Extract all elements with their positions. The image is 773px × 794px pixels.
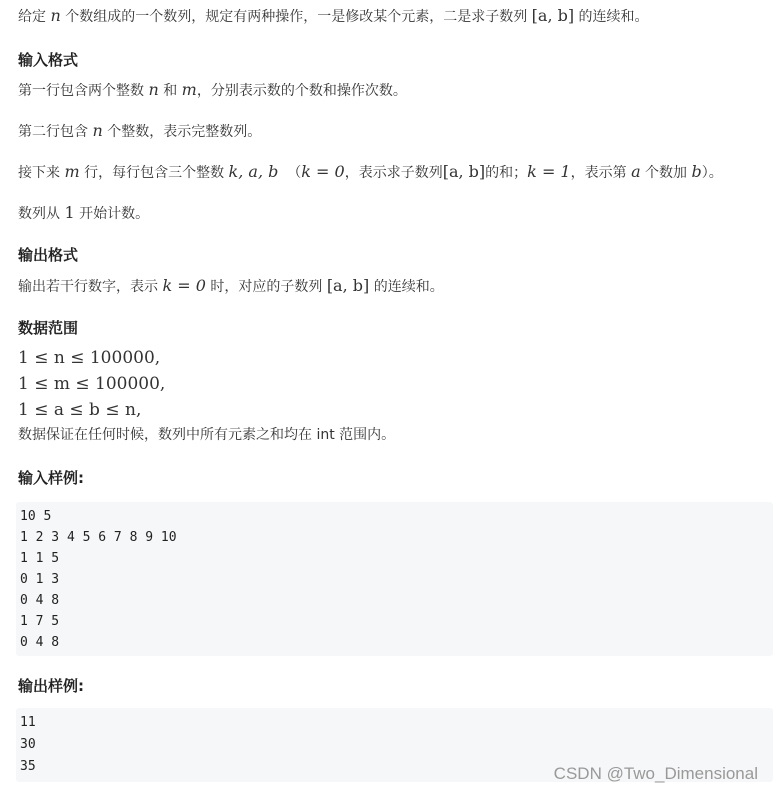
input-format-heading: 输入格式 (18, 51, 79, 69)
math-range: [a, b] (531, 6, 575, 25)
text: 第二行包含 (18, 124, 93, 140)
intro-text-2: 个数组成的一个数列，规定有两种操作，一是修改某个元素，二是求子数列 (60, 9, 532, 25)
text: 第一行包含两个整数 (18, 83, 149, 99)
intro-paragraph (18, 6, 649, 27)
input-format-line-2 (18, 121, 261, 142)
math-k1: k = 1 (527, 162, 571, 181)
intro-text-1: 给定 (18, 9, 51, 25)
text: 接下来 (18, 165, 65, 181)
sample-input-heading: 输入样例: (18, 469, 84, 487)
input-format-line-3 (18, 162, 723, 183)
math-n: n (50, 6, 61, 25)
text: ，分别表示数的个数和操作次数。 (196, 83, 407, 99)
math-n: n (92, 121, 103, 140)
math-b: b (691, 162, 702, 181)
text: 个整数，表示完整数列。 (102, 124, 262, 140)
intro-text-3: 的连续和。 (574, 9, 649, 25)
math-a: a (631, 162, 641, 181)
text: 数列从 (18, 206, 65, 222)
input-format-line-1 (18, 80, 407, 101)
text: （ (287, 165, 302, 181)
math-k0: k = 0 (162, 276, 206, 295)
code-line: 0 4 8 (20, 593, 60, 608)
code-line: 0 4 8 (20, 635, 60, 650)
math-m: m (64, 162, 80, 181)
math-n: n (148, 80, 159, 99)
math-range: [a, b] (326, 276, 370, 295)
code-line: 30 (20, 737, 36, 752)
math-range: [a, b] (442, 162, 486, 181)
text: 的连续和。 (369, 279, 444, 295)
range-constraint-2: 1 ≤ m ≤ 100000, (18, 374, 166, 394)
text: 个数加 (640, 165, 692, 181)
code-line: 11 (20, 715, 36, 730)
range-constraint-3: 1 ≤ a ≤ b ≤ n, (18, 400, 142, 420)
text: ，表示求子数列 (344, 165, 443, 181)
sample-output-heading: 输出样例: (18, 677, 84, 695)
data-range-heading: 数据范围 (18, 319, 79, 337)
output-format-line-1 (18, 276, 444, 297)
text: 输出若干行数字，表示 (18, 279, 163, 295)
text: ，表示第 (570, 165, 632, 181)
code-line: 1 1 5 (20, 551, 60, 566)
code-line: 1 2 3 4 5 6 7 8 9 10 (20, 530, 177, 545)
text: 的和； (485, 165, 528, 181)
math-m: m (181, 80, 197, 99)
code-line: 1 7 5 (20, 614, 60, 629)
text: 和 (158, 83, 182, 99)
text: 时，对应的子数列 (205, 279, 327, 295)
math-kab: k, a, b (228, 162, 279, 181)
input-format-line-4 (18, 203, 149, 224)
math-k0: k = 0 (301, 162, 345, 181)
data-range-note: 数据保证在任何时候，数列中所有元素之和均在 int 范围内。 (18, 427, 396, 443)
text: 开始计数。 (74, 206, 150, 222)
text: 行，每行包含三个整数 (79, 165, 229, 181)
code-line: 10 5 (20, 509, 52, 524)
code-line: 35 (20, 759, 36, 774)
code-line: 0 1 3 (20, 572, 60, 587)
csdn-watermark: CSDN @Two_Dimensional (553, 764, 758, 783)
text: ）。 (701, 165, 723, 181)
output-format-heading: 输出格式 (18, 246, 79, 264)
range-constraint-1: 1 ≤ n ≤ 100000, (18, 348, 161, 368)
sample-input-block (16, 502, 773, 656)
math-one: 1 (64, 203, 75, 222)
